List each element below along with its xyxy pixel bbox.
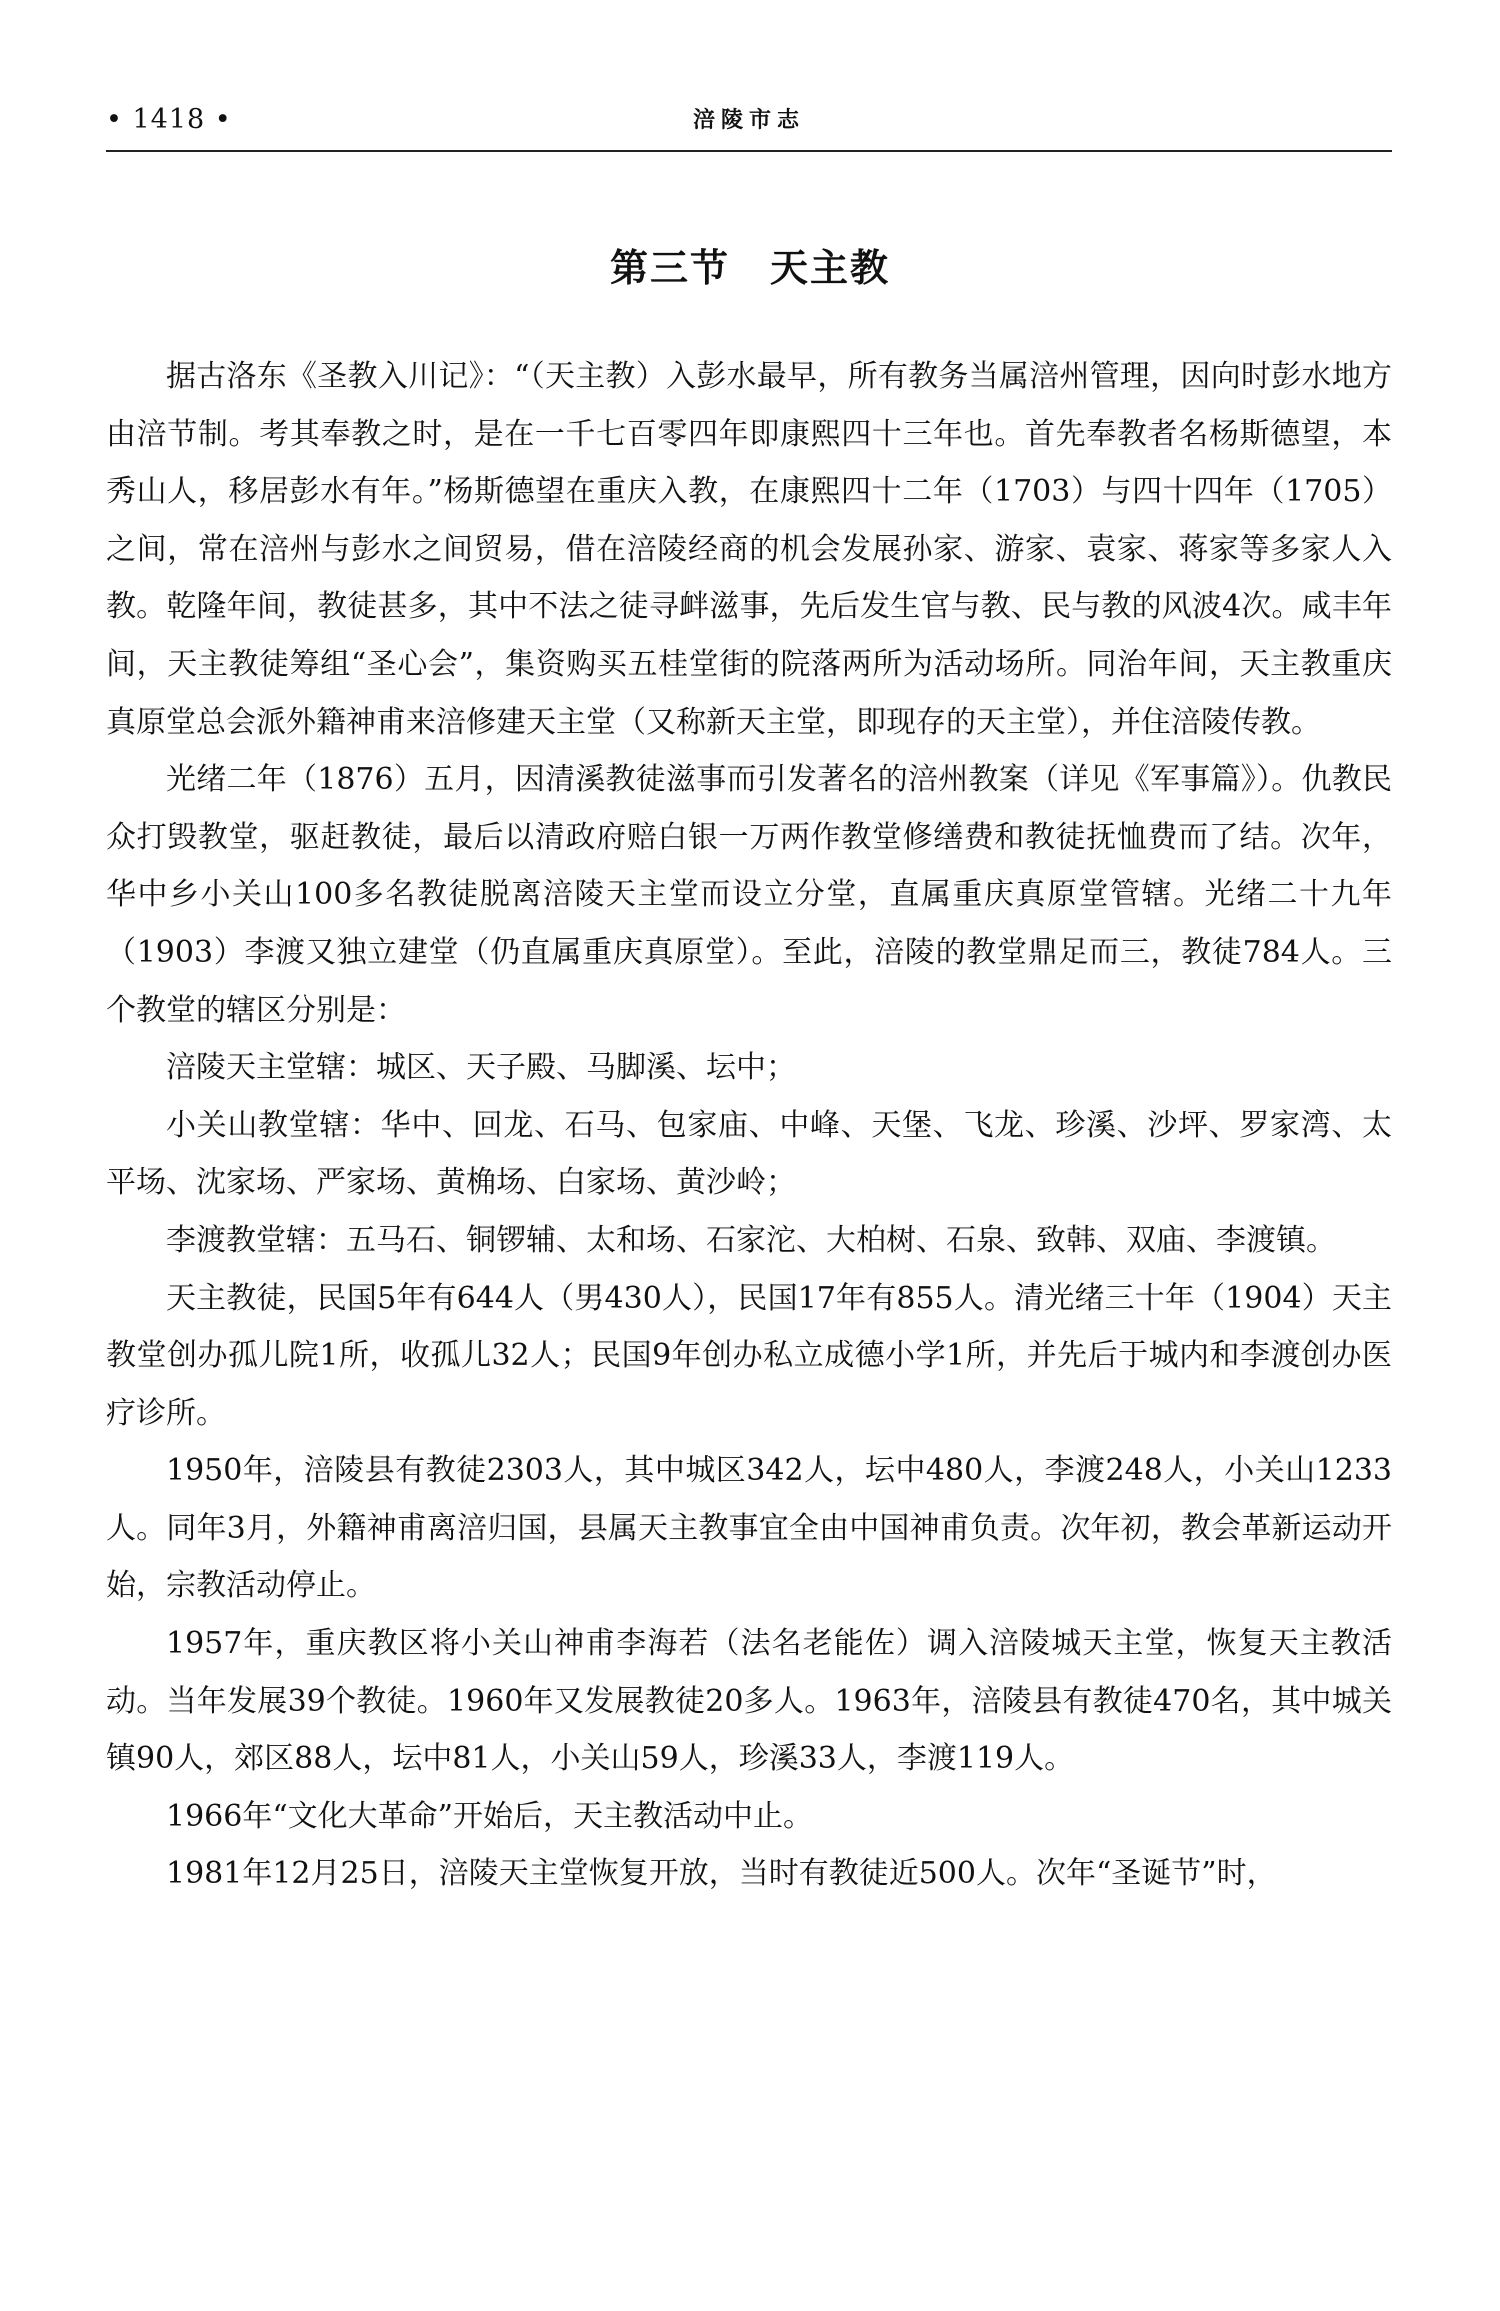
paragraph: 光绪二年（1876）五月，因清溪教徒滋事而引发著名的涪州教案（详见《军事篇》）。仇教民众打毁教堂，驱赶教徒，最后以清政府赔白银一万两作教堂修缮费和教徒抚恤费而了结。次年，华中乡小关山100多名教徒脱离涪陵天主堂而设立分堂，直属重庆真原堂管辖。光绪二十九年（1903）李渡又独立建堂（仍直属重庆真原堂）。至此，涪陵的教堂鼎足而三，教徒784人。三个教堂的辖区分别是：	[106, 762, 1392, 1028]
paragraph: 小关山教堂辖：华中、回龙、石马、包家庙、中峰、天堡、飞龙、珍溪、沙坪、罗家湾、太平场、沈家场、严家场、黄桷场、白家场、黄沙岭；	[106, 1107, 1392, 1201]
paragraph: 天主教徒，民国5年有644人（男430人），民国17年有855人。清光绪三十年（1904）天主教堂创办孤儿院1所，收孤儿32人；民国9年创办私立成德小学1所，并先后于城内和李渡创办医疗诊所。	[106, 1280, 1392, 1431]
paragraph: 1950年，涪陵县有教徒2303人，其中城区342人，坛中480人，李渡248人，小关山1233人。同年3月，外籍神甫离涪归国，县属天主教事宜全由中国神甫负责。次年初，教会革新运动开始，宗教活动停止。	[106, 1453, 1392, 1604]
paragraph: 李渡教堂辖：五马石、铜锣辅、太和场、石家沱、大柏树、石泉、致韩、双庙、李渡镇。	[166, 1222, 1336, 1258]
paragraph: 1981年12月25日，涪陵天主堂恢复开放，当时有教徒近500人。次年“圣诞节”时，	[166, 1856, 1277, 1892]
paragraph: 涪陵天主堂辖：城区、天子殿、马脚溪、坛中；	[166, 1050, 796, 1086]
paragraph: 1957年，重庆教区将小关山神甫李海若（法名老能佐）调入涪陵城天主堂，恢复天主教活动。当年发展39个教徒。1960年又发展教徒20多人。1963年，涪陵县有教徒470名，其中城关镇90人，郊区88人，坛中81人，小关山59人，珍溪33人，李渡119人。	[106, 1626, 1392, 1777]
paragraph: 1966年“文化大革命”开始后，天主教活动中止。	[166, 1798, 814, 1834]
book-title: 涪陵市志	[692, 107, 805, 133]
paragraph: 据古洛东《圣教入川记》：“（天主教）入彭水最早，所有教务当属涪州管理，因向时彭水地方由涪节制。考其奉教之时，是在一千七百零四年即康熙四十三年也。首先奉教者名杨斯德望，本秀山人，移居彭水有年。”杨斯德望在重庆入教，在康熙四十二年（1703）与四十四年（1705）之间，常在涪州与彭水之间贸易，借在涪陵经商的机会发展孙家、游家、袁家、蒋家等多家人入教。乾隆年间，教徒甚多，其中不法之徒寻衅滋事，先后发生官与教、民与教的风波4次。咸丰年间，天主教徒筹组“圣心会”，集资购买五桂堂街的院落两所为活动场所。同治年间，天主教重庆真原堂总会派外籍神甫来涪修建天主堂（又称新天主堂，即现存的天主堂），并住涪陵传教。	[106, 359, 1392, 740]
section-title: 第三节 天主教	[609, 245, 890, 290]
body-text	[106, 348, 1392, 1903]
page-header	[106, 100, 1392, 152]
page-number: • 1418 •	[106, 104, 232, 135]
